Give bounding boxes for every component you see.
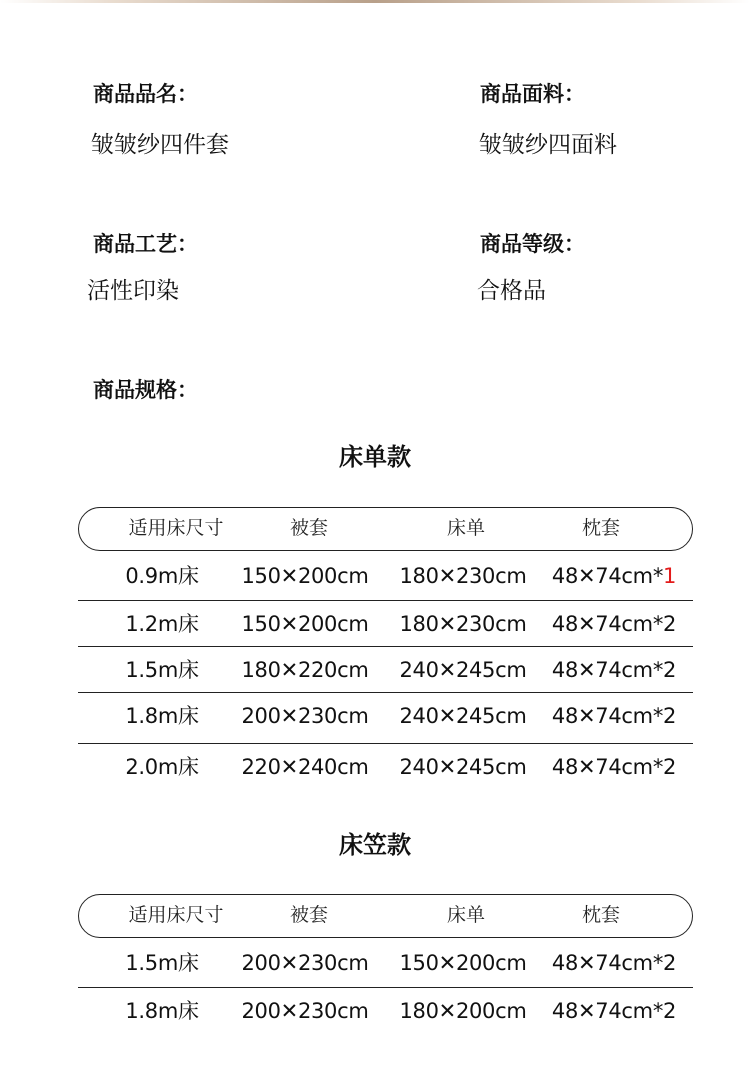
cell-sheet: 240✕245cm [399, 658, 527, 682]
header-pillow: 枕套 [581, 904, 621, 926]
cell-pillow [552, 940, 676, 987]
cell-duvet: 200✕230cm [241, 704, 369, 728]
cell-duvet: 150✕200cm [241, 612, 369, 636]
cell-sheet: 240✕245cm [399, 755, 527, 779]
pillow-size: 48✕74cm* [551, 564, 664, 588]
fitted-table-title: 床笠款 [339, 831, 411, 859]
pillow-qty: 2 [663, 951, 677, 975]
sheet-table-title: 床单款 [339, 443, 411, 471]
cell-duvet: 180✕220cm [241, 658, 369, 682]
cell-sheet: 240✕245cm [399, 704, 527, 728]
cell-bed-size: 2.0m床 [125, 755, 199, 779]
cell-duvet: 150✕200cm [241, 564, 369, 588]
cell-sheet: 180✕230cm [399, 564, 527, 588]
cell-sheet: 150✕200cm [399, 951, 527, 975]
header-sheet: 床单 [446, 517, 486, 539]
pillow-size: 48✕74cm* [551, 658, 664, 682]
table-row [78, 987, 693, 1035]
table-row [78, 743, 693, 791]
product-grade-value: 合格品 [477, 278, 546, 304]
pillow-qty: 2 [663, 704, 677, 728]
header-sheet: 床单 [446, 904, 486, 926]
pillow-size: 48✕74cm* [551, 999, 664, 1023]
pillow-qty: 2 [663, 658, 677, 682]
header-duvet: 被套 [289, 517, 329, 539]
cell-duvet: 200✕230cm [241, 999, 369, 1023]
fitted-table-header [78, 894, 693, 938]
cell-pillow [552, 693, 676, 740]
table-row [78, 692, 693, 740]
table-row [78, 940, 693, 987]
cell-bed-size: 0.9m床 [125, 564, 199, 588]
cell-pillow [552, 647, 676, 694]
product-name-value: 皱皱纱四件套 [91, 132, 229, 158]
cell-duvet: 220✕240cm [241, 755, 369, 779]
pillow-size: 48✕74cm* [551, 612, 664, 636]
product-fabric-label: 商品面料： [480, 82, 585, 106]
product-craft-value: 活性印染 [87, 278, 179, 304]
cell-bed-size: 1.2m床 [125, 612, 199, 636]
cell-pillow [552, 601, 676, 648]
cell-pillow [552, 553, 676, 600]
cell-pillow [552, 988, 676, 1035]
header-bed-size: 适用床尺寸 [128, 517, 224, 539]
product-name-label: 商品品名： [93, 82, 198, 106]
table-row [78, 600, 693, 648]
sheet-table-header [78, 507, 693, 551]
product-fabric-value: 皱皱纱四面料 [479, 132, 617, 158]
header-bed-size: 适用床尺寸 [128, 904, 224, 926]
pillow-qty: 1 [663, 564, 677, 588]
pillow-qty: 2 [663, 612, 677, 636]
pillow-size: 48✕74cm* [551, 704, 664, 728]
pillow-size: 48✕74cm* [551, 755, 664, 779]
header-pillow: 枕套 [581, 517, 621, 539]
cell-bed-size: 1.5m床 [125, 658, 199, 682]
pillow-qty: 2 [663, 755, 677, 779]
header-duvet: 被套 [289, 904, 329, 926]
pillow-size: 48✕74cm* [551, 951, 664, 975]
product-craft-label: 商品工艺： [93, 232, 198, 256]
cell-sheet: 180✕200cm [399, 999, 527, 1023]
top-decorative-line [0, 0, 750, 3]
product-grade-label: 商品等级： [480, 232, 585, 256]
cell-pillow [552, 744, 676, 791]
product-spec-label: 商品规格： [93, 378, 198, 402]
cell-bed-size: 1.8m床 [125, 704, 199, 728]
table-row [78, 553, 693, 600]
cell-bed-size: 1.8m床 [125, 999, 199, 1023]
cell-sheet: 180✕230cm [399, 612, 527, 636]
pillow-qty: 2 [663, 999, 677, 1023]
cell-bed-size: 1.5m床 [125, 951, 199, 975]
table-row [78, 646, 693, 694]
cell-duvet: 200✕230cm [241, 951, 369, 975]
